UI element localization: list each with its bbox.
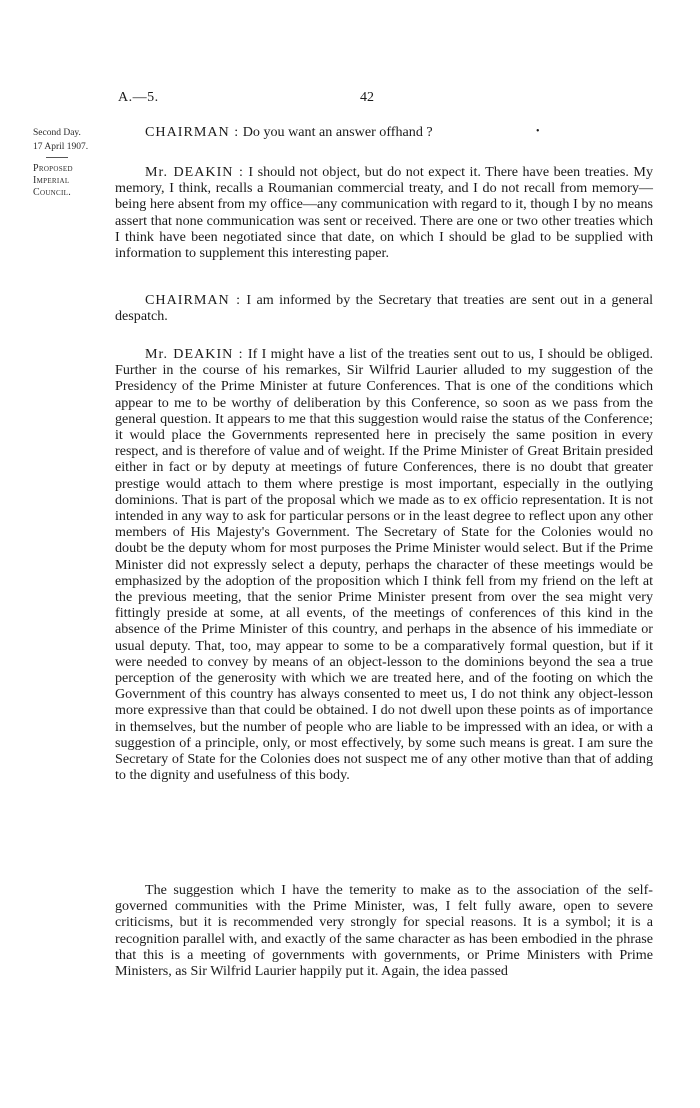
document-reference: A.—5. — [118, 90, 159, 105]
paragraph-1 — [115, 124, 653, 140]
paragraph-text: The suggestion which I have the temerity to make as to the association of the self-governed communities with the Prime Minister, was, I felt fully aware, open to severe criticisms, but it is recommended very strongly for special reasons. It is a symbol; it is a recognition parallel with, and exactly of the same character as has been embodied in the phrase that this is a meeting of governments with governments, or Prime Ministers with Prime Ministers, as Sir Wilfrid Laurier happily put it. Again, the idea passed — [115, 882, 653, 980]
paragraph-5 — [115, 882, 653, 979]
margin-topic-line2: Imperial — [33, 175, 70, 186]
margin-topic-line3: Council. — [33, 187, 72, 198]
speaker-name: CHAIRMAN : — [145, 124, 240, 140]
margin-topic-line1: Proposed — [33, 163, 73, 174]
paragraph-4 — [115, 346, 653, 783]
speaker-name: Mr. DEAKIN : — [145, 164, 244, 180]
paragraph-2 — [115, 164, 653, 261]
margin-date-line2: 17 April 1907. — [33, 142, 89, 152]
margin-divider — [46, 157, 68, 158]
speaker-name: Mr. DEAKIN : — [145, 346, 244, 362]
paragraph-text: Do you want an answer offhand ? — [239, 124, 433, 140]
margin-topic-note — [33, 163, 73, 199]
paragraph-3 — [115, 292, 653, 324]
margin-date-line1: Second Day. — [33, 128, 81, 138]
paragraph-text: I should not object, but do not expect it. There have been treaties. My memory, I think, recalls a Roumanian commercial treaty, and I do not recall from memory—being here absent from my office—any communication with regard to it, though I by no means assert that none communication was sent or received. There are one or two other treaties which I think have been negotiated since that date, on which I should be glad to be supplied with information to supplement this interesting paper. — [115, 164, 653, 262]
speaker-name: CHAIRMAN : — [145, 292, 242, 308]
page-number: 42 — [360, 90, 374, 105]
paragraph-text: I am informed by the Secretary that treaties are sent out in a general despatch. — [115, 292, 653, 325]
margin-date-note — [33, 126, 88, 154]
paragraph-text: If I might have a list of the treaties sent out to us, I should be obliged. Further in the course of his remarkes, Sir Wilfrid Laurier alluded to my suggestion of the Presidency of the Prime Minister at future Conferences. That is one of the conditions which appear to me to be worthy of deliberation by this Conference, so soon as we pass from the general question. It appears to me that this suggestion would raise the status of the Conference; it would place the Governments represented here in precisely the same position in every respect, and is therefore of value and of weight. If the Prime Minister of Great Britain presided either in fact or by deputy at meetings of future Conferences, there is no doubt that greater prestige would attach to them where prestige is most important, especially in the outlying dominions. That is part of the proposal which we made as to ex officio representation. It is not intended in any way to ask for particular persons or in the least degree to reflect upon any other members of His Majesty's Government. The Secretary of State for the Colonies would no doubt be the deputy whom for most purposes the Prime Minister would select. But if the Prime Minister did not expressly select a deputy, perhaps the character of these meetings would be emphasized by the adoption of the proposition which I think fell from my friend on the left at the previous meeting, that the senior Prime Minister present from over the sea might very fittingly preside at some, at all events, of the meetings of conferences of this kind in the absence of the Prime Minister of this country, and perhaps in the absence of his immediate or usual deputy. That, too, may appear to some to be a comparatively formal question, but if it were needed to convey by means of an object-lesson to the dominions beyond the sea a true perception of the generosity with which we are treated here, and of the footing on which the Government of this country has always consented to meet us, I do not think any object-lesson more expressive than that could be obtained. I do not dwell upon these points as of importance in themselves, but the number of people who are liable to be impressed with an idea, or with a suggestion of a principle, only, or most effectively, by some such means is great. I am sure the Secretary of State for the Colonies does not suspect me of any other motive than that of adding to the dignity and usefulness of this body. — [115, 346, 653, 784]
stray-mark: • — [536, 126, 540, 137]
